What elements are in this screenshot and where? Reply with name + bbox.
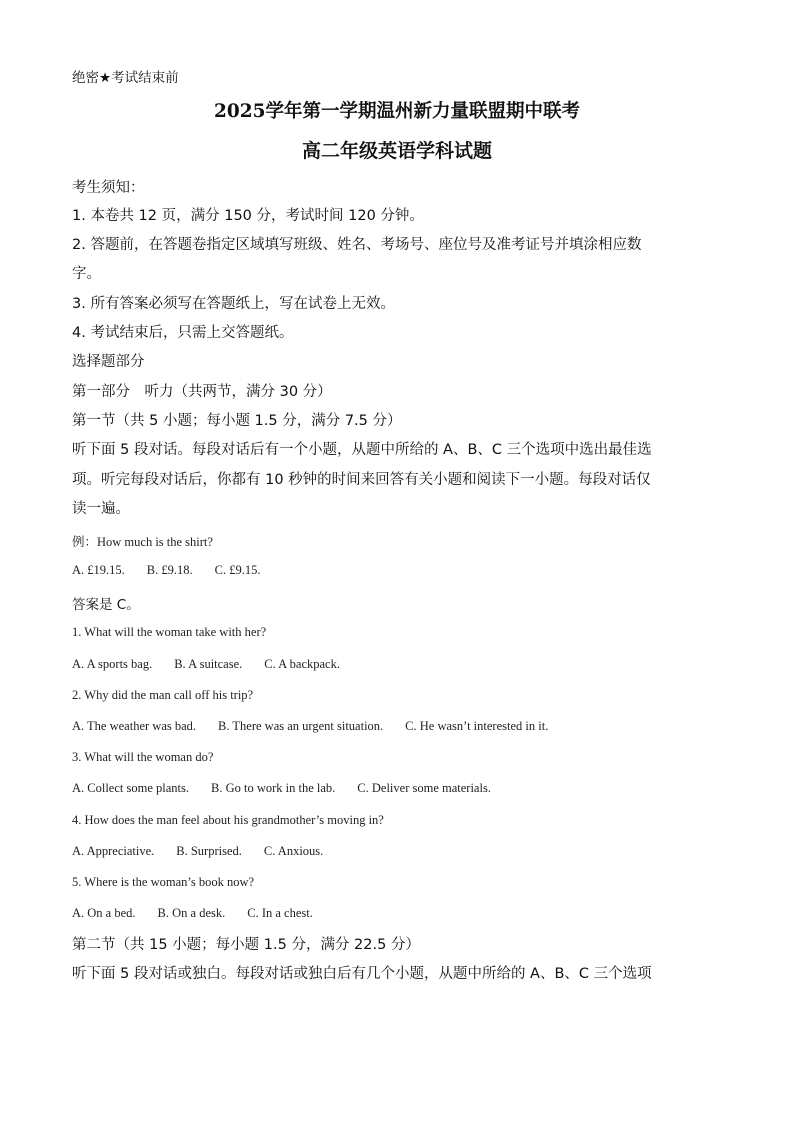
exam-subtitle: 高二年级英语学科试题 xyxy=(301,140,492,162)
exam-title: 2025学年第一学期温州新力量联盟期中联考 xyxy=(214,101,580,122)
option-c: C. £9.15. xyxy=(214,563,261,577)
option-b: B. On a desk. xyxy=(157,906,226,920)
notice-heading: 考生须知： xyxy=(72,180,145,196)
confidential-label: 绝密★考试结束前 xyxy=(72,70,179,86)
question-3: 3. What will the woman do? xyxy=(72,750,214,764)
question-2-options xyxy=(72,719,548,734)
question-5: 5. Where is the woman’s book now? xyxy=(72,875,255,889)
option-b: B. A suitcase. xyxy=(174,657,243,671)
option-c: C. Deliver some materials. xyxy=(357,781,491,795)
example-answer: 答案是 C。 xyxy=(72,597,140,613)
question-2: 2. Why did the man call off his trip? xyxy=(72,688,254,702)
notice-item-4: 4. 考试结束后，只需上交答题纸。 xyxy=(72,325,294,341)
question-3-options xyxy=(72,781,491,796)
option-a: A. £19.15. xyxy=(72,563,125,577)
notice-item-3: 3. 所有答案必须写在答题纸上，写在试卷上无效。 xyxy=(72,296,395,312)
option-a: A. A sports bag. xyxy=(72,657,153,671)
notice-item-2: 2. 答题前，在答题卷指定区域填写班级、姓名、考场号、座位号及准考证号并填涂相应数 xyxy=(72,237,642,253)
notice-item-1: 1. 本卷共 12 页，满分 150 分，考试时间 120 分钟。 xyxy=(72,208,424,224)
part1-section1-heading: 第一节（共 5 小题；每小题 1.5 分，满分 7.5 分） xyxy=(72,413,402,429)
option-a: A. On a bed. xyxy=(72,906,136,920)
option-a: A. Collect some plants. xyxy=(72,781,189,795)
instructions-line-3: 读一遍。 xyxy=(72,501,130,517)
question-4: 4. How does the man feel about his grandmother’s moving in? xyxy=(72,813,384,827)
option-c: C. In a chest. xyxy=(247,906,313,920)
option-a: A. The weather was bad. xyxy=(72,719,197,733)
example-question: 例：How much is the shirt? xyxy=(72,535,213,549)
notice-item-2-cont: 字。 xyxy=(72,266,101,282)
instructions2-line-1: 听下面 5 段对话或独白。每段对话或独白后有几个小题，从题中所给的 A、B、C 三个选项 xyxy=(72,966,652,982)
question-1: 1. What will the woman take with her? xyxy=(72,625,267,639)
part1-heading: 第一部分 听力（共两节，满分 30 分） xyxy=(72,384,332,400)
question-5-options xyxy=(72,906,313,921)
instructions-line-2: 项。听完每段对话后，你都有 10 秒钟的时间来回答有关小题和阅读下一小题。每段对话仅 xyxy=(72,472,651,488)
option-b: B. £9.18. xyxy=(146,563,193,577)
option-b: B. Go to work in the lab. xyxy=(211,781,336,795)
option-a: A. Appreciative. xyxy=(72,844,155,858)
choice-part-heading: 选择题部分 xyxy=(72,354,145,370)
option-b: B. There was an urgent situation. xyxy=(218,719,384,733)
option-c: C. He wasn’t interested in it. xyxy=(405,719,549,733)
part1-section2-heading: 第二节（共 15 小题；每小题 1.5 分，满分 22.5 分） xyxy=(72,937,420,953)
question-1-options xyxy=(72,657,340,672)
option-c: C. Anxious. xyxy=(263,844,324,858)
example-options xyxy=(72,563,260,578)
question-4-options xyxy=(72,844,323,859)
instructions-line-1: 听下面 5 段对话。每段对话后有一个小题，从题中所给的 A、B、C 三个选项中选出最佳选 xyxy=(72,442,652,458)
option-b: B. Surprised. xyxy=(176,844,242,858)
option-c: C. A backpack. xyxy=(264,657,340,671)
